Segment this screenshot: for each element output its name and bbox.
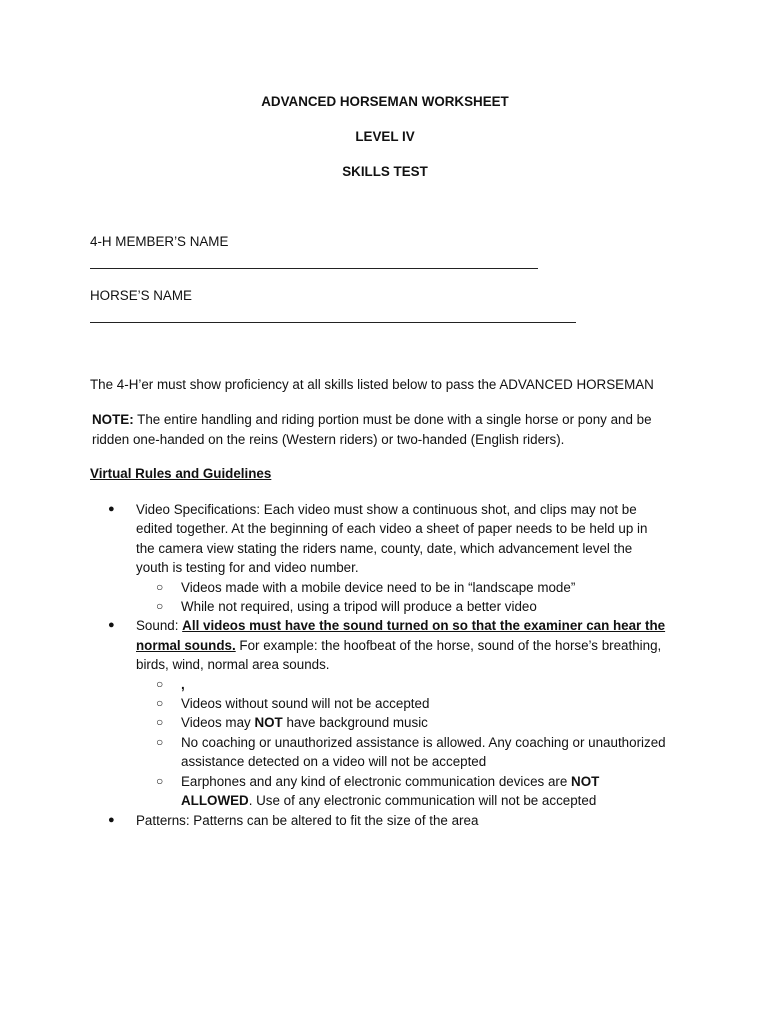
list-item bbox=[136, 578, 668, 597]
landscape-mode-text: Videos made with a mobile device need to be in “landscape mode” bbox=[181, 579, 576, 595]
list-item bbox=[108, 811, 668, 830]
sub-bullet-icon: ○ bbox=[156, 715, 164, 730]
patterns-text: Patterns: Patterns can be altered to fit the size of the area bbox=[136, 812, 479, 828]
sub-bullet-icon: ○ bbox=[156, 676, 164, 691]
devices-post: . Use of any electronic communication will not be accepted bbox=[248, 793, 597, 809]
list-item bbox=[136, 675, 668, 694]
member-name-line[interactable] bbox=[90, 268, 538, 269]
bullet-icon: ● bbox=[108, 503, 115, 515]
video-spec-text: Video Specifications: Each video must show a continuous shot, and clips may not be edited together. At the beginning of each video a sheet of paper needs to be held up in the camera view stating the riders name, county, date, which advancement level the youth is testing for and video number. bbox=[136, 502, 648, 576]
horse-name-label: HORSE’S NAME bbox=[90, 288, 192, 303]
sound-emphasis: All videos must have the sound turned on so that the examiner can hear the normal sounds. bbox=[136, 618, 666, 653]
skills-test-heading: SKILLS TEST bbox=[342, 164, 428, 179]
intro-paragraph: The 4-H’er must show proficiency at all skills listed below to pass the ADVANCED HORSEMAN bbox=[90, 377, 654, 392]
section-heading: Virtual Rules and Guidelines bbox=[90, 466, 272, 481]
coaching-text: No coaching or unauthorized assistance is allowed. Any coaching or unauthorized assistance detected on a video will not be accepted bbox=[181, 734, 666, 770]
sub-bullet-icon: ○ bbox=[156, 579, 164, 594]
devices-bold: NOT ALLOWED bbox=[181, 773, 600, 809]
list-item bbox=[136, 597, 668, 616]
sub-bullet-icon: ○ bbox=[156, 773, 164, 788]
music-bold: NOT bbox=[254, 715, 283, 731]
music-post: have background music bbox=[282, 715, 428, 731]
music-pre: Videos may bbox=[181, 715, 255, 731]
member-name-label: 4-H MEMBER’S NAME bbox=[90, 234, 229, 249]
list-item bbox=[136, 713, 668, 732]
list-item bbox=[136, 772, 668, 811]
level-heading: LEVEL IV bbox=[355, 129, 415, 144]
devices-pre: Earphones and any kind of electronic communication devices are bbox=[181, 773, 572, 789]
sub-bullet-icon: ○ bbox=[156, 696, 164, 711]
list-item bbox=[108, 500, 668, 616]
sound-sub-list bbox=[136, 675, 668, 811]
blank-sub-text: , bbox=[181, 676, 185, 692]
note-text: The entire handling and riding portion must be done with a single horse or pony and be ridden one-handed on the reins (Western riders) or two-handed (English riders). bbox=[92, 412, 652, 447]
bullet-icon: ● bbox=[108, 813, 115, 826]
note-paragraph bbox=[92, 410, 692, 450]
horse-name-line[interactable] bbox=[90, 322, 576, 323]
rules-list bbox=[108, 500, 668, 830]
list-item bbox=[136, 694, 668, 713]
sub-bullet-icon: ○ bbox=[156, 734, 164, 749]
note-label: NOTE: bbox=[92, 412, 134, 427]
no-sound-text: Videos without sound will not be accepted bbox=[181, 696, 430, 712]
document-title: ADVANCED HORSEMAN WORKSHEET bbox=[261, 94, 509, 109]
video-sub-list bbox=[136, 578, 668, 617]
list-item bbox=[136, 733, 668, 772]
list-item bbox=[108, 616, 668, 810]
tripod-text: While not required, using a tripod will produce a better video bbox=[181, 599, 537, 615]
sound-label: Sound: bbox=[136, 618, 183, 634]
sub-bullet-icon: ○ bbox=[156, 599, 164, 614]
bullet-icon: ● bbox=[108, 619, 115, 632]
sound-text: For example: the hoofbeat of the horse, sound of the horse’s breathing, birds, wind, normal area sounds. bbox=[136, 637, 662, 673]
